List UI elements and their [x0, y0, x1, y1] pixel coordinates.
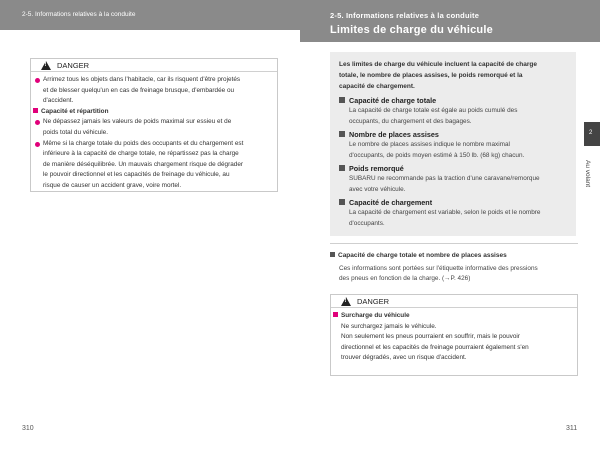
text-line: de manière déséquilibrée. Un mauvais chargement risque de dégrader: [43, 160, 244, 168]
text-line: totale, le nombre de places assises, le poids remorqué et la: [339, 72, 523, 79]
text-line: d'occupants, de poids moyen estimé à 150 lb. (68 kg) chacun.: [349, 151, 525, 159]
section-title: Capacité de charge totale: [349, 96, 437, 105]
bullet-dot-icon: [35, 120, 40, 125]
text-line: et de blesser quelqu'un en cas de freinage brusque, d'embardée ou: [43, 86, 235, 94]
text-line: avec votre véhicule.: [349, 185, 406, 193]
text-line: occupants, du chargement et des bagages.: [349, 117, 472, 125]
text-line: Le nombre de places assises indique le nombre maximal: [349, 141, 510, 148]
page-number-left: 310: [22, 425, 34, 432]
note-heading: [330, 251, 578, 262]
text-line: Arrimez tous les objets dans l'habitacle, car ils risquent d'être projetés: [43, 76, 241, 83]
square-bullet-icon: [339, 199, 345, 205]
text-line: SUBARU ne recommande pas la traction d'une caravane/remorque: [349, 175, 540, 182]
square-bullet-icon: [330, 252, 335, 257]
text-line: Même si la charge totale du poids des occupants et du chargement est: [43, 139, 244, 147]
bullet-dot-icon: [35, 78, 40, 83]
text-line: le pouvoir directionnel et les capacités de freinage du véhicule, au: [43, 171, 230, 179]
section-cargo: [339, 198, 568, 207]
bullet-dot-icon: [35, 142, 40, 147]
section-seating: [339, 130, 568, 139]
chapter-label-area: [584, 160, 600, 220]
heading-text: Capacité et répartition: [41, 107, 109, 115]
section-text: [339, 140, 568, 161]
section-text: [339, 208, 568, 229]
danger-heading-left: [33, 107, 271, 118]
warning-triangle-icon: [41, 61, 51, 70]
section-towing: [339, 164, 568, 173]
danger-header-left: [31, 59, 277, 72]
note-text: [330, 264, 578, 285]
section-title: Nombre de places assises: [349, 130, 439, 139]
warning-triangle-icon: [341, 297, 351, 306]
square-bullet-icon: [339, 165, 345, 171]
danger-bullet-3: [33, 139, 271, 192]
danger-bullet-1: [33, 75, 271, 107]
danger-label-right: DANGER: [357, 296, 390, 306]
square-bullet-icon: [333, 312, 338, 317]
page-number-right: 311: [566, 425, 578, 432]
section-text: [339, 174, 568, 195]
square-bullet-icon: [33, 108, 38, 113]
left-header-section: 2-5. Informations relatives à la conduite: [22, 11, 136, 18]
danger-heading-right: [333, 311, 571, 322]
danger-text-right: [333, 322, 571, 364]
section-text: [339, 106, 568, 127]
heading-text: Surcharge du véhicule: [341, 312, 410, 319]
danger-label-left: DANGER: [57, 60, 90, 70]
note-section: [330, 251, 578, 285]
text-line: Ne surchargez jamais le véhicule.: [341, 322, 437, 330]
text-line: d'occupants.: [349, 219, 385, 227]
section-title: Poids remorqué: [349, 164, 404, 173]
danger-box-right: [330, 294, 578, 376]
info-intro: [339, 59, 568, 92]
info-box: [330, 52, 576, 236]
text-line: capacité de chargement.: [339, 83, 415, 90]
square-bullet-icon: [339, 97, 345, 103]
text-line: La capacité de charge totale est égale au poids cumulé des: [349, 107, 518, 114]
text-line: inférieure à la capacité de charge totale, ne répartissez pas la charge: [43, 150, 239, 158]
text-line: Les limites de charge du véhicule incluent la capacité de charge: [339, 61, 537, 68]
text-line: poids total du véhicule.: [43, 128, 109, 136]
right-page-header: [300, 0, 600, 42]
left-page-header: [0, 0, 300, 30]
text-line: directionnel et les capacités de freinage pourraient également s'en: [341, 343, 529, 351]
text-line: La capacité de chargement est variable, selon le poids et le nombre: [349, 209, 541, 216]
text-line: Non seulement les pneus pourraient en souffrir, mais le pouvoir: [341, 333, 520, 341]
page-title: Limites de charge du véhicule: [330, 24, 493, 36]
text-line: Ne dépassez jamais les valeurs de poids maximal sur essieu et de: [43, 118, 232, 126]
square-bullet-icon: [339, 131, 345, 137]
chapter-tab: [584, 122, 600, 146]
danger-header-right: [331, 295, 577, 308]
text-line: d'accident.: [43, 97, 74, 105]
section-total-capacity: [339, 96, 568, 105]
danger-box-left: [30, 58, 278, 192]
text-line: risque de causer un accident grave, voire mortel.: [43, 181, 182, 189]
text-line: des pneus en fonction de la charge. (→P. 426): [339, 275, 471, 283]
right-header-section: 2-5. Informations relatives à la conduite: [330, 11, 480, 20]
heading-text: Capacité de charge totale et nombre de places assises: [338, 252, 507, 259]
divider: [330, 243, 578, 244]
chapter-label: Au volant: [584, 160, 591, 188]
chapter-number: 2: [589, 130, 593, 136]
danger-bullet-2: [33, 117, 271, 138]
text-line: trouver dégradés, avec un risque d'accident.: [341, 354, 467, 362]
text-line: Ces informations sont portées sur l'étiquette informative des pressions: [339, 264, 538, 272]
section-title: Capacité de chargement: [349, 198, 433, 207]
